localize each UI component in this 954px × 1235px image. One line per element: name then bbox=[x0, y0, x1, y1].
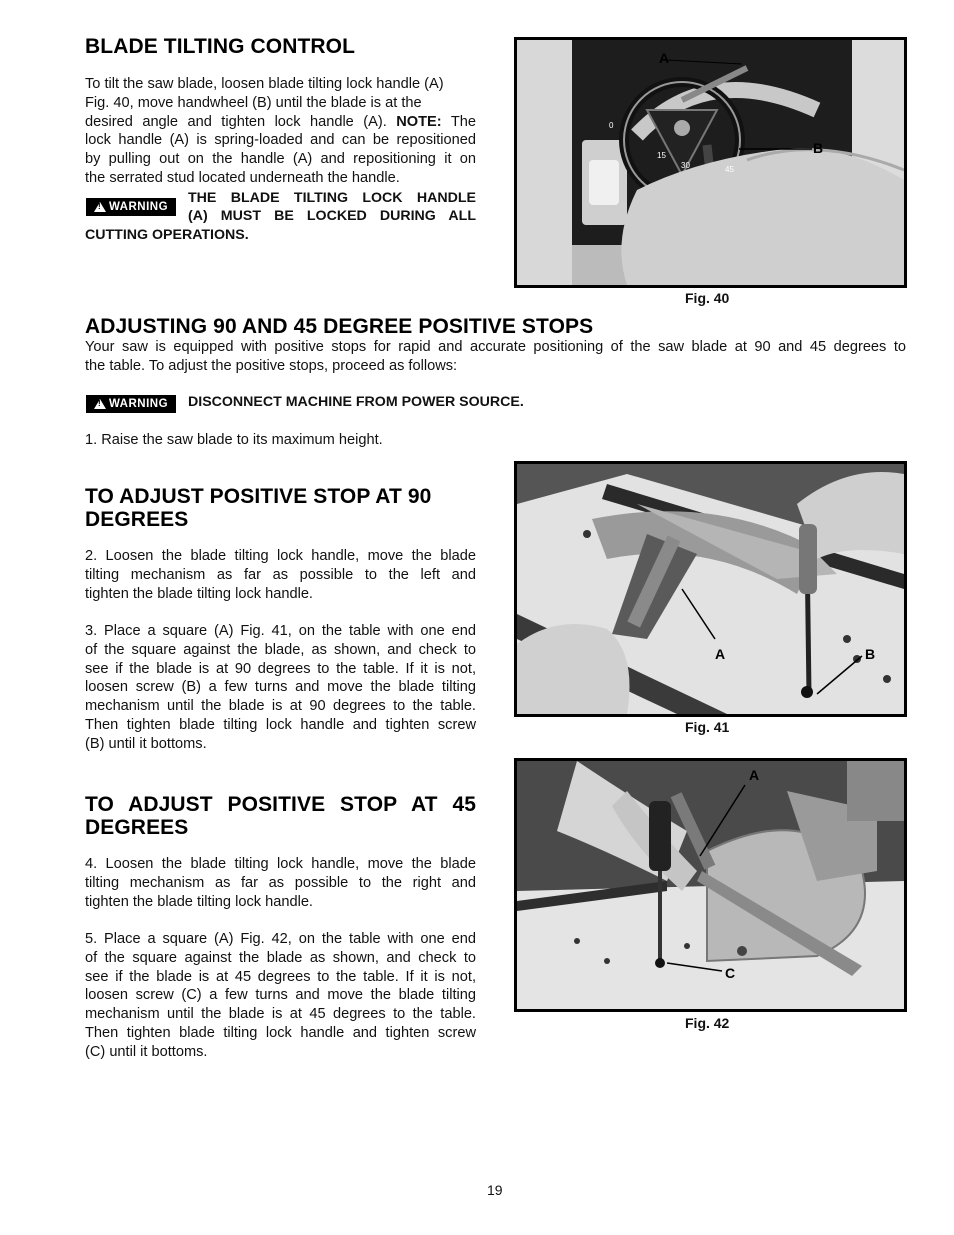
section-title-positive-stops: ADJUSTING 90 AND 45 DEGREE POSITIVE STOPS bbox=[85, 315, 594, 338]
para-line: Fig. 40, move handwheel (B) until the blade is at the bbox=[85, 94, 422, 111]
section-title-90-degrees bbox=[85, 485, 431, 531]
para-line: see if the blade is at 45 degrees to the table. If it is not, bbox=[85, 968, 476, 985]
step-4 bbox=[85, 855, 476, 911]
handwheel-illustration bbox=[517, 40, 904, 285]
figure-42-photo bbox=[514, 758, 907, 1012]
warning-badge bbox=[86, 198, 176, 216]
para-line bbox=[85, 113, 476, 132]
figure-caption: Fig. 40 bbox=[685, 290, 730, 306]
para-line: tighten the blade tilting lock handle. bbox=[85, 585, 313, 602]
title-line: TO ADJUST POSITIVE STOP AT 45 bbox=[85, 793, 476, 816]
warning-text-line: CUTTING OPERATIONS. bbox=[85, 227, 249, 243]
para-line: Your saw is equipped with positive stops for rapid and accurate positioning of the saw blade at 90 and 45 degrees to bbox=[85, 339, 906, 355]
step-5 bbox=[85, 930, 476, 1062]
step-1: 1. Raise the saw blade to its maximum height. bbox=[85, 432, 383, 448]
scale-mark: 15 bbox=[657, 151, 666, 160]
page-number: 19 bbox=[487, 1182, 503, 1198]
title-line: TO ADJUST POSITIVE STOP AT 90 bbox=[85, 485, 432, 508]
para-line: (C) until it bottoms. bbox=[85, 1043, 208, 1060]
section-title-45-degrees bbox=[85, 793, 476, 839]
warning-text-line: (A) MUST BE LOCKED DURING ALL bbox=[188, 208, 476, 224]
para-line: 5. Place a square (A) Fig. 42, on the table with one end bbox=[85, 931, 476, 947]
para-line: tilting mechanism as far as possible to the right and bbox=[85, 874, 476, 891]
square-check-90-illustration bbox=[517, 464, 904, 714]
para-text: The bbox=[450, 113, 476, 130]
para-line: tighten the blade tilting lock handle. bbox=[85, 893, 313, 910]
scale-mark: 30 bbox=[681, 161, 690, 170]
para-line: 3. Place a square (A) Fig. 41, on the table with one end bbox=[85, 623, 476, 639]
para-line: the table. To adjust the positive stops, proceed as follows: bbox=[85, 357, 458, 374]
title-line: DEGREES bbox=[85, 508, 189, 531]
blade-tilting-paragraph bbox=[85, 75, 476, 188]
para-line: To tilt the saw blade, loosen blade tilting lock handle (A) bbox=[85, 76, 444, 92]
callout-label: C bbox=[725, 965, 736, 981]
positive-stops-paragraph bbox=[85, 338, 906, 376]
figure-40-photo bbox=[514, 37, 907, 288]
callout-label: A bbox=[749, 767, 760, 783]
para-line: mechanism until the blade is at 45 degrees to the table. bbox=[85, 1006, 476, 1023]
para-line: of the square against the blade, as shown, and check to bbox=[85, 641, 476, 658]
square-check-45-illustration bbox=[517, 761, 904, 1009]
callout-label: B bbox=[813, 140, 824, 156]
para-line: lock handle (A) is spring-loaded and can be repositioned bbox=[85, 132, 476, 149]
para-line: by pulling out on the handle (A) and repositioning it on bbox=[85, 151, 476, 168]
warning-badge bbox=[86, 395, 176, 413]
section-title-blade-tilting: BLADE TILTING CONTROL bbox=[85, 35, 356, 58]
callout-label: A bbox=[715, 646, 726, 662]
para-line: mechanism until the blade is at 90 degrees to the table. bbox=[85, 698, 476, 715]
scale-mark: 0 bbox=[609, 121, 614, 130]
para-line: the serrated stud located underneath the handle. bbox=[85, 169, 400, 186]
para-line: loosen screw (C) a few turns and move the blade tilting bbox=[85, 987, 476, 1004]
para-line: 4. Loosen the blade tilting lock handle, move the blade bbox=[85, 856, 476, 872]
para-line: Then tighten blade tilting lock handle and tighten screw bbox=[85, 1024, 476, 1041]
warning-text: DISCONNECT MACHINE FROM POWER SOURCE. bbox=[188, 394, 524, 410]
title-line: DEGREES bbox=[85, 816, 189, 839]
callout-label: A bbox=[659, 50, 670, 66]
para-text: desired angle and tighten lock handle (A). bbox=[85, 113, 387, 130]
warning-triangle-icon bbox=[94, 399, 106, 409]
step-2 bbox=[85, 547, 476, 603]
callout-label: B bbox=[865, 646, 876, 662]
para-line: (B) until it bottoms. bbox=[85, 735, 207, 752]
warning-label: WARNING bbox=[108, 201, 169, 213]
scale-mark: 45 bbox=[725, 165, 734, 174]
step-3 bbox=[85, 622, 476, 754]
figure-caption: Fig. 42 bbox=[685, 1015, 730, 1031]
para-line: tilting mechanism as far as possible to the left and bbox=[85, 566, 476, 583]
warning-label: WARNING bbox=[108, 398, 169, 410]
para-line: loosen screw (B) a few turns and move the blade tilting bbox=[85, 679, 476, 696]
figure-caption: Fig. 41 bbox=[685, 719, 730, 735]
warning-text-line: THE BLADE TILTING LOCK HANDLE bbox=[188, 190, 476, 206]
para-line: see if the blade is at 90 degrees to the table. If it is not, bbox=[85, 660, 476, 677]
para-line: of the square against the blade as shown, and check to bbox=[85, 949, 476, 966]
para-line: Then tighten blade tilting lock handle and tighten screw bbox=[85, 716, 476, 733]
note-label: NOTE: bbox=[396, 113, 442, 130]
para-line: 2. Loosen the blade tilting lock handle, move the blade bbox=[85, 548, 476, 564]
figure-41-photo bbox=[514, 461, 907, 717]
warning-triangle-icon bbox=[94, 202, 106, 212]
